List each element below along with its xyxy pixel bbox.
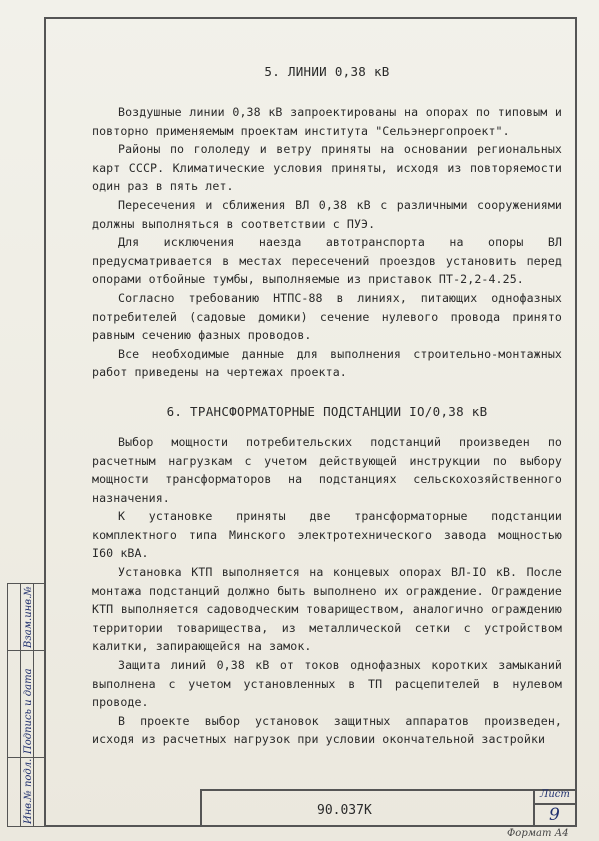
frame-border-left: [44, 17, 46, 827]
section-5-paragraph: Районы по гололеду и ветру приняты на основании региональных карт СССР. Климатические условия приняты, исходя из повторяемости один раз в пять лет.: [92, 142, 562, 194]
document-body: [92, 64, 562, 749]
section-6-paragraph: Установка КТП выполняется на концевых опорах ВЛ-IO кВ. После монтажа подстанций должно быть выполнено их ограждение. Ограждение КТП выполняется садоводческим товариществом, аналогично ограждению территории товарищества, из металлической сетки с устройством калитки, запирающейся на замок.: [92, 565, 562, 654]
frame-border-right: [575, 17, 577, 827]
frame-border-top: [44, 17, 577, 19]
section-5-paragraph: Согласно требованию НТПС-88 в линиях, питающих однофазных потребителей (садовые домики) сечение нулевого провода принято равным сечению фазных проводов.: [92, 290, 562, 343]
side-stamp-divider-1: [8, 650, 44, 651]
sheet-label: Лист: [540, 789, 570, 800]
side-stamp-inv-podl: Инв.№ подл.: [23, 758, 34, 824]
side-stamp-podpis-data: Подпись и дата: [23, 668, 34, 754]
section-6-paragraph: Выбор мощности потребительских подстанций произведен по расчетным нагрузкам с учетом действующей инструкции по выбору мощности трансформаторов на подстанциях сельскохозяйственного назначения.: [92, 434, 562, 505]
title-block: [200, 789, 577, 827]
section-6-paragraph: В проекте выбор установок защитных аппаратов произведен, исходя из расчетных нагрузок при условии окончательной застройки: [92, 713, 562, 747]
section-5-paragraph: Для исключения наезда автотранспорта на опоры ВЛ предусматривается в местах пересечений проездов установить перед опорами отбойные тумбы, выполняемые из приставок ПТ-2,2-4.25.: [92, 235, 562, 287]
side-stamp-col-1: [8, 584, 21, 826]
section-5-paragraph: Все необходимые данные для выполнения строительно-монтажных работ приведены на чертежах проекта.: [92, 346, 562, 380]
section-6-heading: 6. ТРАНСФОРМАТОРНЫЕ ПОДСТАНЦИИ IO/0,38 кВ: [166, 403, 488, 419]
format-label: Формат А4: [507, 828, 569, 839]
section-5-paragraph: Воздушные линии 0,38 кВ запроектированы на опорах по типовым и повторно применяемым проектам института "Сельэнергопроект".: [92, 105, 562, 138]
section-6-paragraph: К установке приняты две трансформаторные подстанции комплектного типа Минского электротехнического завода мощностью I60 кВА.: [92, 509, 562, 561]
title-block-separator: [533, 791, 535, 827]
sheet-number: 9: [549, 805, 560, 825]
side-stamp-vzam-inv: Взам.инв.№: [23, 586, 34, 648]
section-5-paragraph: Пересечения и сближения ВЛ 0,38 кВ с различными сооружениями должны выполняться в соответствии с ПУЭ.: [92, 197, 562, 231]
side-stamp: [7, 583, 44, 827]
section-6-paragraph: Защита линий 0,38 кВ от токов однофазных коротких замыканий выполнена с учетом установленных в ТП расцепителей в нулевом проводе.: [92, 658, 562, 710]
document-number: 90.037К: [317, 803, 372, 818]
section-5-heading: 5. ЛИНИИ 0,38 кВ: [264, 64, 390, 79]
